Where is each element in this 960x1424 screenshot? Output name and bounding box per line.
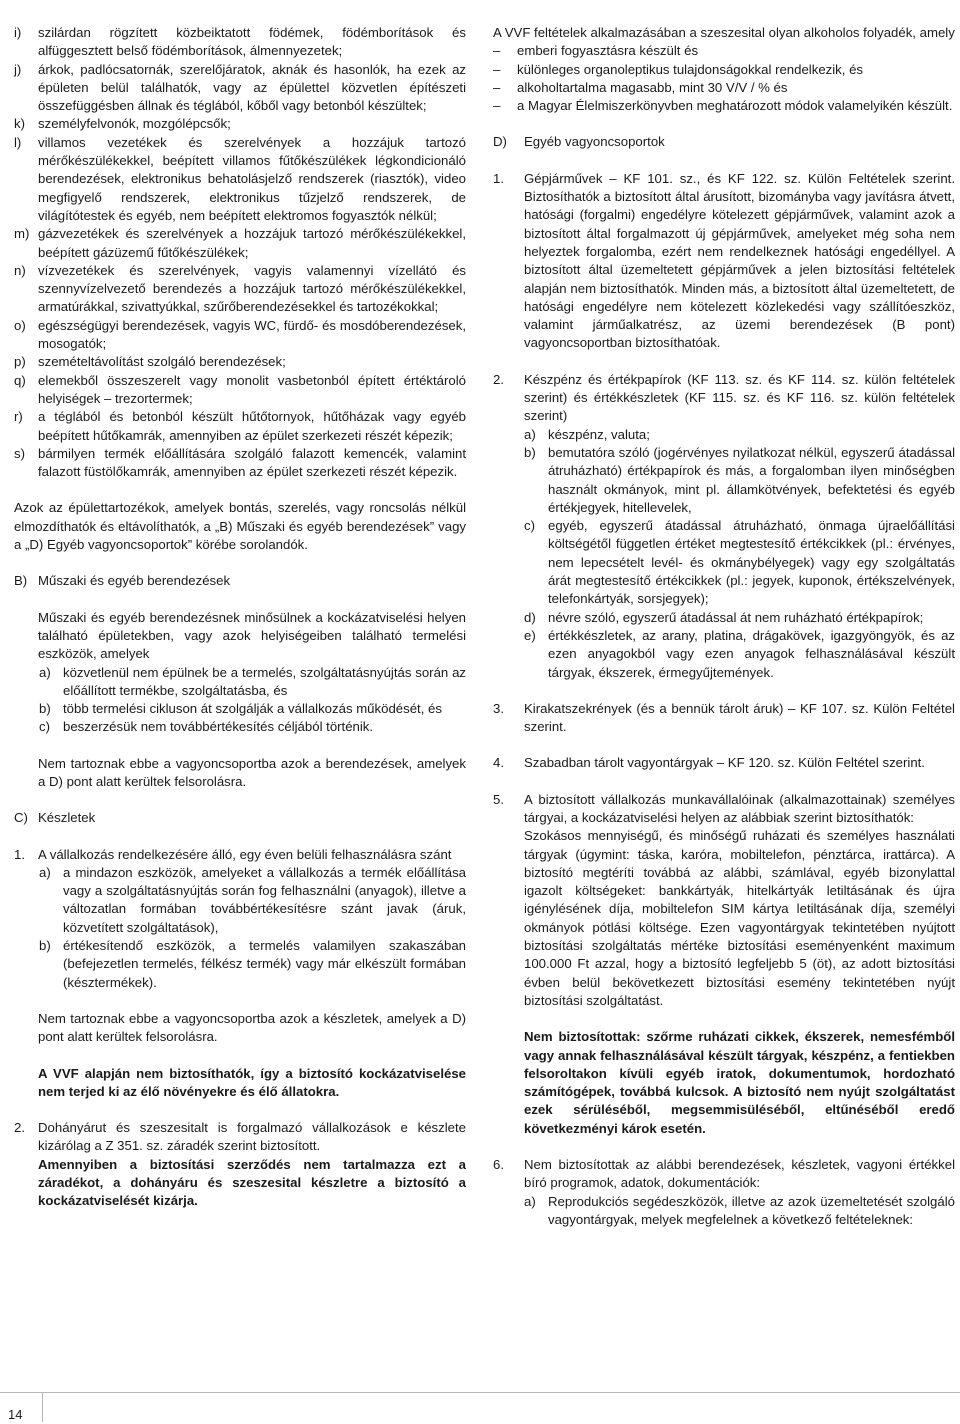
section-d1: [493, 170, 955, 353]
list-item: [14, 937, 466, 992]
section-c1: [14, 846, 466, 864]
list-item-label: d): [524, 609, 536, 625]
section-d5-details: Szokásos mennyiségű, és minőségű ruházati és személyes használati tárgyak (úgymint: táska, karóra, mobiltelefon, pénztárca, irattárca). A biztosító megtéríti továbbá az alábbi, számlával, egyéb bizonylattal igazolt költségeket: bankkártyák, hitelkártyák letiltásának és újra igénylésének díja, mobiltelefon SIM kártya letiltásának díja, személyi okmányok pótlási költsége. Ezen vagyontárgyak tekintetében nyújtott biztosítási szolgáltatás mértéke biztosítási eseményenként maximum 100.000 Ft azzal, hogy a biztosító legfeljebb 5 (öt), az adott biztosítási évben belül bekövetkezett biztosítási esemény tekintetében nyújt biztosítási szolgáltatást.: [524, 828, 955, 1008]
section-c1-list: [14, 864, 466, 992]
list-item: [493, 609, 955, 627]
section-c2-label: 2.: [14, 1120, 25, 1136]
list-item-label: p): [14, 354, 26, 370]
section-c2: [14, 1119, 466, 1156]
list-item: [493, 79, 955, 97]
list-item-text: villamos vezetékek és szerelvények a hozzájuk tartozó mérőkészülékekkel, beépített villamos fűtőkészülékek légkondicionáló berendezések, elektronikus behatolásjelző rendszerek (riasztók), video megfigyelő rendszerek, elektronikus tűzjelző rendszerek, de világítótestek és egyéb, nem beépített elektromos fogyasztók nélkül;: [38, 134, 466, 223]
paragraph-removable-accessories: Azok az épülettartozékok, amelyek bontás, szerelés, vagy roncsolás nélkül elmozdíthatók és eltávolíthatók, a „B) Műszaki és egyéb berendezések” vagy a „D) Egyéb vagyoncsoportok” körébe sorolandók.: [14, 500, 466, 553]
list-item: [493, 97, 955, 115]
right-column: [493, 24, 955, 1229]
section-d2: [493, 371, 955, 426]
list-item-text: árkok, padlócsatornák, szerelőjáratok, aknák és hasonlók, ha ezek az épületen belül találhatók, vagy az épülettel közvetlen építészeti összefüggésben állnak és téglából, kőből vagy betonból készültek;: [38, 61, 466, 114]
list-item-text: készpénz, valuta;: [548, 426, 650, 442]
section-d3-label: 3.: [493, 700, 504, 716]
list-item-label: j): [14, 61, 22, 77]
list-item: [14, 353, 466, 371]
list-item: [493, 426, 955, 444]
section-d-heading: [493, 133, 955, 151]
list-item: [493, 444, 955, 517]
section-d4: [493, 754, 955, 772]
list-item-label: b): [524, 444, 536, 460]
list-item-text: közvetlenül nem épülnek be a termelés, szolgáltatásnyújtás során az előállított termékbe, szolgáltatásba, és: [63, 664, 466, 698]
list-item: [14, 225, 466, 262]
section-d-label: D): [493, 134, 507, 150]
list-item-label: a): [39, 864, 51, 880]
list-item: [14, 115, 466, 133]
list-item-label: a): [39, 664, 51, 680]
section-d6-text: Nem biztosítottak az alábbi berendezések, készletek, vagyoni értékkel bíró programok, adatok, dokumentációk:: [524, 1157, 955, 1191]
list-item-text: szemételtávolítást szolgáló berendezések;: [38, 354, 286, 370]
section-b-note: Nem tartoznak ebbe a vagyoncsoportba azok a berendezések, amelyek a D) pont alatt kerültek felsorolásra.: [38, 755, 466, 789]
list-item: [14, 445, 466, 482]
section-d6-label: 6.: [493, 1157, 504, 1173]
list-item-text: több termelési cikluson át szolgálják a vállalkozás működését, és: [63, 701, 442, 717]
spirits-definition-intro: A VVF feltételek alkalmazásában a szeszesital olyan alkoholos folyadék, amely: [493, 25, 955, 40]
list-item-text: személyfelvonók, mozgólépcsők;: [38, 116, 231, 132]
list-item-label: a): [524, 1193, 536, 1209]
list-item: [14, 317, 466, 354]
list-item-text: a mindazon eszközök, amelyeket a vállalkozás a termék előállítása vagy a szolgáltatásnyújtás során fog felhasználni (anyagok), illetve a változatlan formában továbbértékesítésre szánt javak (áruk, közvetített szolgáltatások),: [63, 864, 466, 935]
list-item-label: k): [14, 116, 25, 132]
list-item-text: szilárdan rögzített közbeiktatott födémek, födémborítások és alfüggesztett belső födémborítások, álmennyezetek;: [38, 25, 466, 59]
list-item-label: l): [14, 134, 22, 150]
list-item-label: a): [524, 426, 536, 442]
list-item-label: m): [14, 226, 30, 242]
section-c2-text: Dohányárut és szeszesitalt is forgalmazó vállalkozások e készlete kizárólag a Z 351. sz. záradék szerint biztosított.: [38, 1120, 466, 1154]
list-item-text: egyéb, egyszerű átadással átruházható, önmaga újraelőállítási költségétől független értéket megtestesítő értékcikkek (pl.: érvényes, nem lepecsételt levél- és okmánybélyegek) vagy egy szolgáltatás árát megtestesítő értékcikkek (pl.: jegyek, kuponok, értékszelvények, telefonkártyák, sorsjegyek);: [548, 518, 955, 607]
list-item-text: egészségügyi berendezések, vagyis WC, fürdő- és mosdóberendezések, mosogatók;: [38, 317, 466, 352]
section-d4-label: 4.: [493, 755, 504, 771]
section-c-title: Készletek: [38, 810, 96, 826]
list-item-label: i): [14, 25, 22, 40]
section-d5-text: A biztosított vállalkozás munkavállalóinak (alkalmazottainak) személyes tárgyai, a kockázatviselési helyen az alábbiak szerint biztosíthatók:: [524, 791, 955, 825]
section-c1-exclusion: A VVF alapján nem biztosíthatók, így a biztosító kockázatviselése nem terjed ki az élő növényekre és élő állatokra.: [38, 1065, 466, 1099]
section-d2-label: 2.: [493, 371, 504, 387]
section-d6: [493, 1156, 955, 1193]
section-c-label: C): [14, 810, 28, 826]
list-item-label: s): [14, 445, 25, 461]
list-item-label: c): [39, 719, 50, 735]
section-b-title: Műszaki és egyéb berendezések: [38, 573, 231, 589]
footer-divider-tick: [42, 1392, 43, 1422]
section-d4-text: Szabadban tárolt vagyontárgyak – KF 120. sz. Külön Feltétel szerint.: [524, 755, 925, 771]
list-item-label: –: [493, 98, 501, 114]
section-b-list: [14, 664, 466, 737]
list-item-text: a Magyar Élelmiszerkönyvben meghatározott módok valamelyikén készült.: [517, 98, 953, 114]
section-d1-label: 1.: [493, 170, 504, 186]
page-number: 14: [8, 1407, 23, 1422]
section-d2-list: [493, 426, 955, 682]
section-d5-exclusion: Nem biztosítottak: szőrme ruházati cikkek, ékszerek, nemesfémből vagy annak felhasználásával készült tárgyak, készpénz, a fentiekben felsoroltakon kívüli egyéb iratok, dokumentumok, hordozható számítógépek, továbbá kulcsok. A biztosító nem nyújt szolgáltatást ezek sérüléséből, megsemmisüléséből, eltűnéséből eredő következményi károk esetén.: [524, 1029, 955, 1136]
list-item: [493, 61, 955, 79]
list-item-text: értékesítendő eszközök, a termelés valamilyen szakaszában (befejezetlen termelés, félkész termék) vagy már elkészült formában (késztermékek).: [63, 938, 466, 990]
list-item: [14, 864, 466, 937]
list-item-text: a téglából és betonból készült hűtőtornyok, hűtőházak vagy egyéb beépített hűtőkamrák, amennyiben az épület szerkezeti részét képezik;: [38, 409, 466, 443]
list-item-label: q): [14, 372, 26, 388]
list-item-label: –: [493, 43, 501, 59]
section-d2-text: Készpénz és értékpapírok (KF 113. sz. és KF 114. sz. külön feltételek szerint) és értékkészletek (KF 115. sz. és KF 116. sz. külön feltételek szerint): [524, 371, 955, 424]
section-c1-text: A vállalkozás rendelkezésére álló, egy éven belüli felhasználásra szánt: [38, 846, 452, 862]
list-item-text: bármilyen termék előállítására szolgáló falazott kemencék, valamint falazott füstölőkamrák, amennyiben az épület szerkezeti részét képezik.: [38, 445, 466, 480]
list-item-label: b): [39, 701, 51, 717]
list-item-label: –: [493, 61, 501, 77]
list-item-text: alkoholtartalma magasabb, mint 30 V/V / % és: [517, 79, 788, 95]
list-item: [493, 42, 955, 60]
list-item-text: elemekből összeszerelt vagy monolit vasbetonból épített értéktároló helyiségek – trezortermek;: [38, 372, 466, 406]
list-item: [14, 664, 466, 701]
list-item: [14, 372, 466, 409]
list-item: [14, 61, 466, 116]
list-item: [493, 517, 955, 608]
list-item-text: bemutatóra szóló (jogérvényes nyilatkozat nélkül, egyszerű átadással átruházható) értékpapírok és más, a forgalomban ilyen minőségben használt okmányok, mint pl. államkötvények, befektetési és egyéb értékjegyek, hitellevelek,: [548, 444, 955, 515]
list-item-label: e): [524, 627, 536, 643]
list-item-label: n): [14, 262, 26, 278]
section-b-heading: [14, 572, 466, 590]
section-d5-label: 5.: [493, 791, 504, 807]
list-item: [14, 718, 466, 736]
building-components-list: [14, 24, 466, 481]
section-c2-exclusion: Amennyiben a biztosítási szerződés nem tartalmazza ezt a záradékot, a dohányáru és szeszesital készletre a biztosító a kockázatviselését kizárja.: [38, 1156, 466, 1209]
list-item-text: Reprodukciós segédeszközök, illetve az azok üzemeltetését szolgáló vagyontárgyak, melyek megfelelnek a következő feltételeknek:: [548, 1193, 955, 1227]
section-b-label: B): [14, 573, 28, 589]
left-column: [14, 24, 466, 1211]
list-item-label: r): [14, 409, 23, 425]
list-item-text: beszerzésük nem továbbértékesítés céljából történik.: [63, 719, 374, 735]
list-item-label: –: [493, 79, 501, 95]
section-c1-label: 1.: [14, 846, 25, 862]
list-item-text: értékkészletek, az arany, platina, drágakövek, igazgyöngyök, és az ezen anyagokból vagy ezen anyagok felhasználásával készült tárgyak, ékszerek, érmegyűjtemények.: [548, 627, 955, 680]
list-item-text: emberi fogyasztásra készült és: [517, 43, 699, 59]
list-item: [14, 24, 466, 61]
section-d1-text: Gépjárművek – KF 101. sz., és KF 122. sz. Külön Feltételek szerint. Biztosíthatók a biztosított által árusított, bizományba vagy javításra átvett, hatósági (forgalmi) engedélyre kötelezett gépjárművek, valamint azok a biztosított által forgalmazott új gépjárművek, amelyeket még soha nem helyeztek forgalomba, ezért nem rendelkeznek hatósági engedéllyel. A biztosított által üzemeltetett gépjárművek a jelen biztosítási feltételek alapján nem biztosíthatók. Minden más, a biztosított által üzemeltetett, de hatósági engedélyre nem kötelezett közlekedési vagy szállítóeszköz, valamint járműalkatrész, az üzemi berendezések (B pont) vagyoncsoportban biztosíthatóak.: [524, 170, 955, 351]
list-item-text: gázvezetékek és szerelvények a hozzájuk tartozó mérőkészülékekkel, beépített gázüzemű fűtőkészülékek;: [38, 226, 466, 260]
section-c-heading: [14, 809, 466, 827]
list-item-label: b): [39, 938, 51, 954]
section-d3: [493, 700, 955, 737]
list-item: [14, 408, 466, 445]
footer-divider: [0, 1392, 960, 1393]
section-d6-list: [493, 1193, 955, 1230]
list-item-label: c): [524, 518, 535, 534]
section-c1-note: Nem tartoznak ebbe a vagyoncsoportba azok a készletek, amelyek a D) pont alatt kerültek felsorolásra.: [38, 1010, 466, 1045]
section-d5: [493, 791, 955, 828]
list-item-label: o): [14, 317, 26, 333]
list-item-text: névre szóló, egyszerű átadással át nem ruházható értékpapírok;: [548, 609, 924, 625]
list-item: [14, 262, 466, 317]
list-item-text: különleges organoleptikus tulajdonságokkal rendelkezik, és: [517, 61, 864, 77]
list-item: [14, 134, 466, 225]
spirits-criteria-list: [493, 42, 955, 115]
section-d3-text: Kirakatszekrények (és a bennük tárolt áruk) – KF 107. sz. Külön Feltétel szerint.: [524, 700, 955, 735]
section-d-title: Egyéb vagyoncsoportok: [524, 134, 665, 150]
list-item: [493, 1193, 955, 1230]
list-item-text: vízvezetékek és szerelvények, vagyis valamennyi vízellátó és szennyvízelvezető berendezés a hozzájuk tartozó mérőkészülékekkel, armatúrákkal, szivattyúkkal, szűrőberendezésekkel és tartozékokkal;: [38, 262, 466, 315]
list-item: [493, 627, 955, 682]
section-b-intro: Műszaki és egyéb berendezésnek minősülnek a kockázatviselési helyen található épületekben, vagy azok helyiségeiben található termelési eszközök, amelyek: [38, 609, 466, 662]
list-item: [14, 700, 466, 718]
